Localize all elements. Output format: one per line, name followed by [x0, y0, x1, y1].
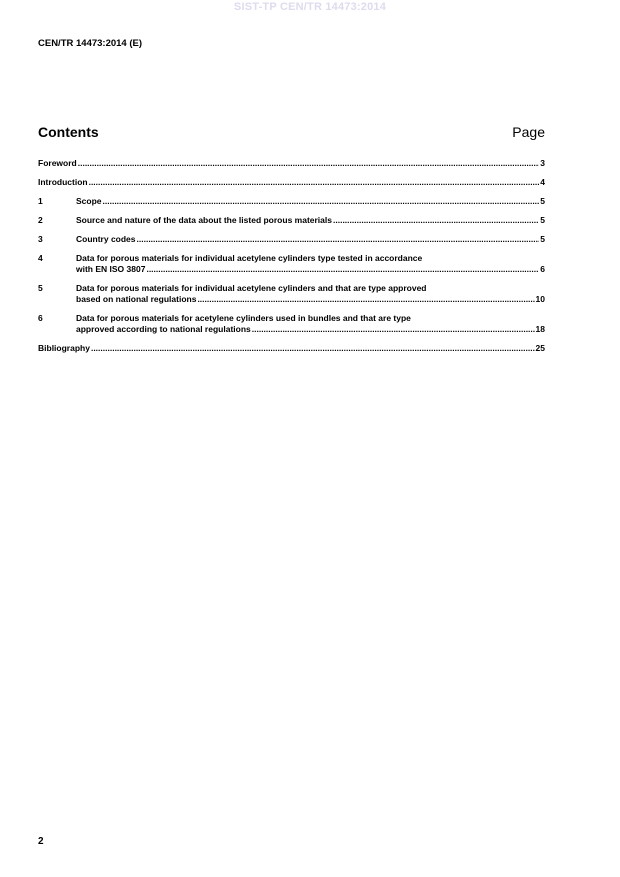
toc-entry-country-codes[interactable]: [38, 234, 545, 245]
toc-entry-number: 4: [38, 253, 43, 263]
toc-entry-bundles[interactable]: [38, 313, 545, 335]
toc-entry-bibliography[interactable]: [38, 343, 545, 354]
dot-leader: [89, 177, 540, 188]
toc-entry-page: 18: [535, 324, 545, 334]
toc-entry-title: Introduction: [38, 177, 88, 187]
toc-entry-page: 10: [535, 294, 545, 304]
toc-entry-type-tested[interactable]: [38, 253, 545, 275]
toc-entry-number: 6: [38, 313, 43, 323]
toc-entry-page: 5: [540, 215, 545, 225]
dot-leader: [91, 343, 535, 354]
document-id: CEN/TR 14473:2014 (E): [38, 38, 143, 49]
toc-entry-page: 25: [535, 343, 545, 353]
toc-entry-page: 6: [540, 264, 545, 274]
toc-entry-page: 4: [540, 177, 545, 187]
toc-entry-page: 3: [540, 158, 545, 168]
watermark: SIST-TP CEN/TR 14473:2014: [233, 1, 387, 13]
toc-entry-scope[interactable]: [38, 196, 545, 207]
toc-entry-number: 2: [38, 215, 43, 225]
toc-entry-number: 3: [38, 234, 43, 244]
toc-entry-introduction[interactable]: [38, 177, 545, 188]
dot-leader: [78, 158, 540, 169]
toc-entry-title: Foreword: [38, 158, 77, 168]
table-of-contents: [38, 158, 545, 362]
page-column-label: Page: [512, 124, 545, 140]
toc-entry-foreword[interactable]: [38, 158, 545, 169]
dot-leader: [333, 215, 539, 226]
toc-entry-page: 5: [540, 234, 545, 244]
toc-entry-title: Scope: [76, 196, 102, 206]
toc-entry-title-line1: Data for porous materials for individual acetylene cylinders and that are type approved: [76, 283, 427, 293]
contents-title: Contents: [38, 124, 99, 140]
toc-entry-title: Source and nature of the data about the listed porous materials: [76, 215, 332, 225]
dot-leader: [197, 294, 534, 305]
dot-leader: [252, 324, 535, 335]
toc-entry-number: 1: [38, 196, 43, 206]
toc-entry-title-line2: based on national regulations: [76, 294, 197, 304]
toc-entry-page: 5: [540, 196, 545, 206]
dot-leader: [103, 196, 540, 207]
toc-entry-source-and-nature[interactable]: [38, 215, 545, 226]
dot-leader: [146, 264, 539, 275]
toc-entry-title-line2: approved according to national regulations: [76, 324, 251, 334]
toc-entry-title-line1: Data for porous materials for acetylene cylinders used in bundles and that are type: [76, 313, 411, 323]
page-number: 2: [38, 836, 44, 847]
toc-entry-number: 5: [38, 283, 43, 293]
toc-entry-title: Bibliography: [38, 343, 90, 353]
toc-entry-type-approved[interactable]: [38, 283, 545, 305]
toc-entry-title-line1: Data for porous materials for individual acetylene cylinders type tested in accordance: [76, 253, 423, 263]
toc-entry-title-line2: with EN ISO 3807: [76, 264, 146, 274]
dot-leader: [137, 234, 540, 245]
toc-entry-title: Country codes: [76, 234, 136, 244]
